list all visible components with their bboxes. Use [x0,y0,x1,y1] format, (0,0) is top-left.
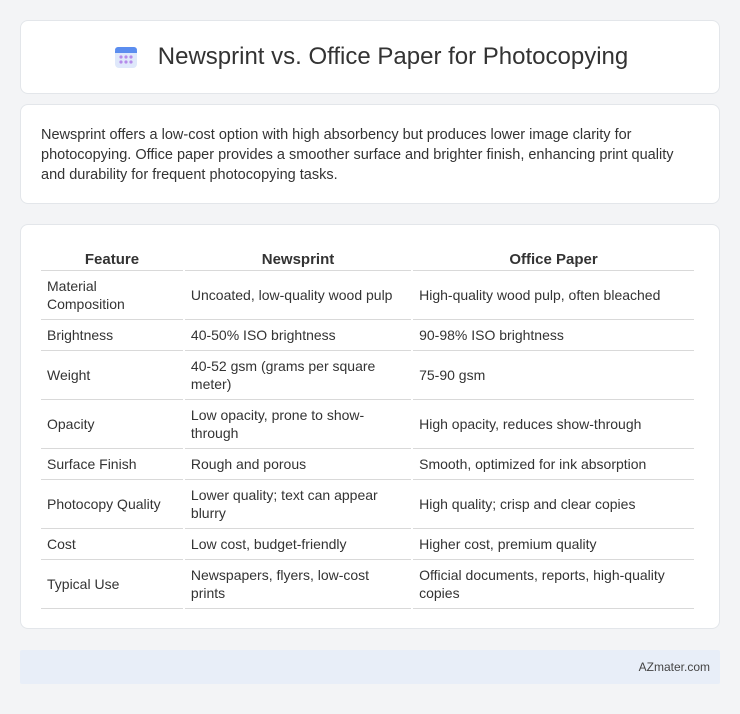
table-row [41,320,694,351]
page-title: Newsprint vs. Office Paper for Photocopying [157,43,629,70]
table-header-row [41,245,694,271]
comparison-card [20,224,720,629]
office-paper-cell: Higher cost, premium quality [413,529,694,560]
table-row [41,271,694,320]
footer [20,650,720,684]
table-row [41,351,694,400]
feature-cell: Cost [41,529,183,560]
office-paper-cell: 75-90 gsm [413,351,694,400]
office-paper-cell: 90-98% ISO brightness [413,320,694,351]
header-newsprint: Newsprint [185,245,411,271]
header-office-paper: Office Paper [413,245,694,271]
feature-cell: Surface Finish [41,449,183,480]
title-wrap [112,43,628,71]
newsprint-cell: Low opacity, prone to show-through [185,400,411,449]
feature-cell: Photocopy Quality [41,480,183,529]
newsprint-cell: 40-50% ISO brightness [185,320,411,351]
newsprint-cell: Low cost, budget-friendly [185,529,411,560]
feature-cell: Brightness [41,320,183,351]
table-row [41,480,694,529]
table-row [41,560,694,609]
table-row [41,400,694,449]
feature-cell: Weight [41,351,183,400]
header-feature: Feature [41,245,183,271]
table-row [41,529,694,560]
office-paper-cell: Smooth, optimized for ink absorption [413,449,694,480]
feature-cell: Typical Use [41,560,183,609]
comparison-table [39,245,696,609]
table-row [41,449,694,480]
title-card [20,20,720,94]
office-paper-cell: Official documents, reports, high-quality copies [413,560,694,609]
newsprint-cell: Lower quality; text can appear blurry [185,480,411,529]
feature-cell: Material Composition [41,271,183,320]
newsprint-cell: Newspapers, flyers, low-cost prints [185,560,411,609]
newsprint-cell: Rough and porous [185,449,411,480]
summary-card [20,104,720,204]
newsprint-cell: Uncoated, low-quality wood pulp [185,271,411,320]
office-paper-cell: High-quality wood pulp, often bleached [413,271,694,320]
office-paper-cell: High quality; crisp and clear copies [413,480,694,529]
newsprint-cell: 40-52 gsm (grams per square meter) [185,351,411,400]
feature-cell: Opacity [41,400,183,449]
office-paper-cell: High opacity, reduces show-through [413,400,694,449]
summary-text: Newsprint offers a low-cost option with high absorbency but produces lower image clarity for photocopying. Office paper provides a smoother surface and brighter finish, enhancing print quality and durability for frequent photocopying tasks. [41,127,674,183]
footer-brand[interactable]: AZmater.com [638,660,710,674]
calendar-icon [112,43,140,71]
